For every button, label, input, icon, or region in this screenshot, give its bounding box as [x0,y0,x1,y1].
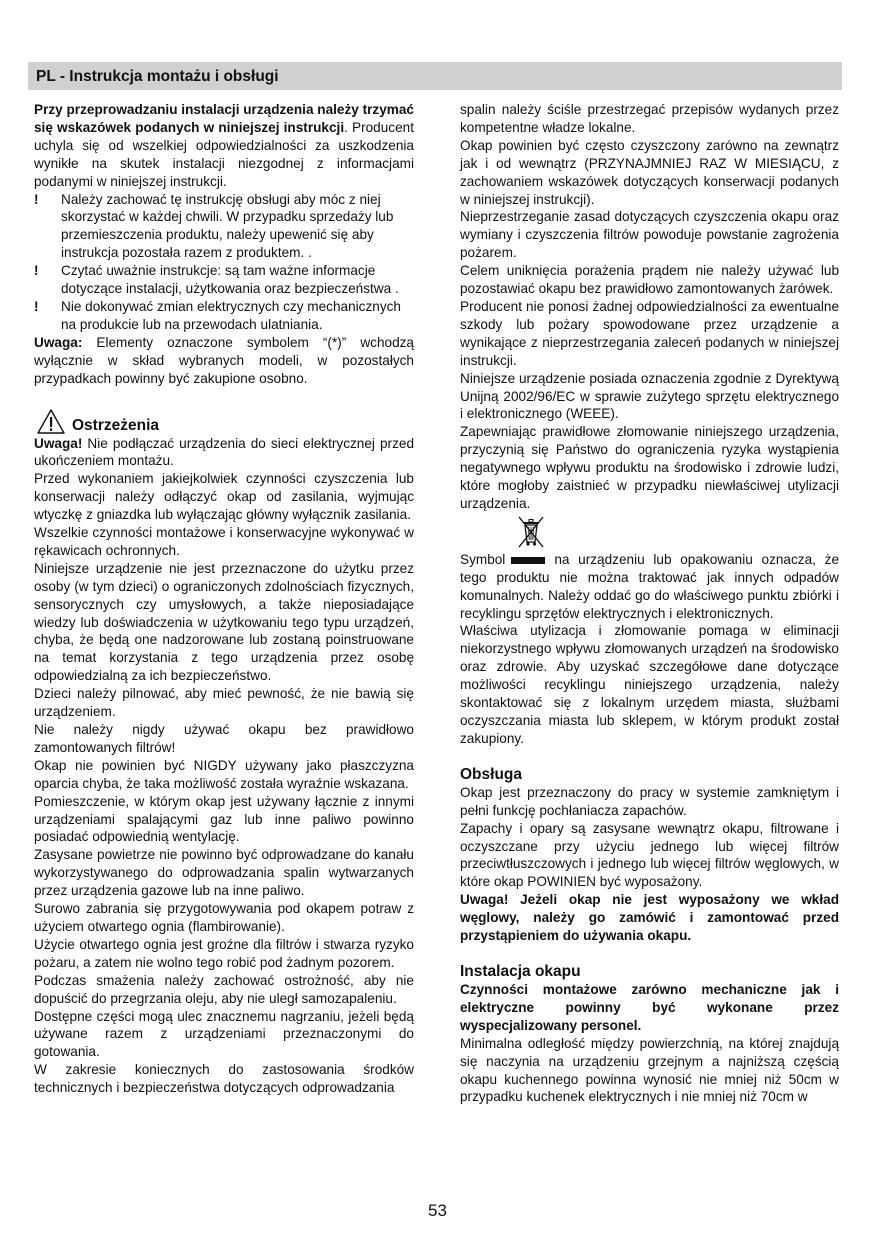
warning-paragraph [34,435,414,471]
operation-heading: Obsługa [460,765,523,783]
weee-symbol-row [460,513,839,551]
intro-paragraph [34,101,414,191]
intro-rest: . Producent uchyla się od wszelkiej odpowiedzialności za uszkodzenia wynikłe na skutek instalacji niezgodnej z informacjami podanymi w niniejszej instrukcji. [34,119,414,189]
bullet-item [34,262,414,298]
warning-bold: Uwaga! [34,435,83,451]
paragraph: Nieprzestrzeganie zasad dotyczących czyszczenia okapu oraz wymiany i czyszczenia filtrów powoduje powstanie zagrożenia pożarem. [460,209,839,261]
paragraph: spalin należy ściśle przestrzegać przepisów wydanych przez kompetentne władze lokalne. [460,102,839,135]
warnings-title: Ostrzeżenia [72,416,160,434]
operation-warning: Uwaga! Jeżeli okap nie jest wyposażony we wkład węglowy, należy go zamówić i zamontować przed przystąpieniem do używania okapu. [460,892,839,944]
note-paragraph [34,334,414,388]
warning-paragraph: Przed wykonaniem jakiejkolwiek czynności czyszczenia lub konserwacji należy odłączyć okap od zasilania, wyjmując wtyczkę z gniazdka lub wyłączając główny wyłącznik zasilania. [34,471,414,523]
warning-paragraph: Wszelkie czynności montażowe i konserwacyjne wykonywać w rękawicach ochronnych. [34,525,414,558]
note-rest: Elementy oznaczone symbolem “(*)” wchodzą wyłącznie w skład wybranych modeli, w pozostałych przypadkach powinny być zakupione osobno. [34,334,414,386]
warning-paragraph: Dostępne części mogą ulec znacznemu nagrzaniu, jeżeli będą używane razem z urządzeniami przeznaczonymi do gotowania. [34,1008,414,1060]
bullet-text: Nie dokonywać zmian elektrycznych czy mechanicznych na produkcie lub na przewodach ulatniania. [61,298,401,332]
intro-bold: Przy przeprowadzaniu instalacji urządzenia należy trzymać się wskazówek podanych w niniejszej instrukcji [34,102,414,135]
warning-paragraph: Surowo zabrania się przygotowywania pod okapem potraw z użyciem otwartego ognia (flambirowanie). [34,901,414,934]
bullet-text: Należy zachować tę instrukcję obsługi aby móc z niej skorzystać w każdej chwili. W przypadku sprzedaży lub przemieszczenia produktu, należy upewenić się aby instrukcja pozostała razem z produktem. . [61,191,394,261]
warning-paragraph: Pomieszczenie, w którym okap jest używany łącznie z innymi urządzeniami spalającymi gaz lub inne paliwo powinno posiadać odpowiednią wentylację. [34,793,414,845]
warning-paragraph: Zasysane powietrze nie powinno być odprowadzane do kanału wykorzystywanego do odprowadzania spalin wytwarzanych przez urządzenia gazowe lub na inne paliwo. [34,847,414,899]
black-bar-icon [511,557,545,564]
bullet-item [34,298,414,334]
exclamation-icon: ! [34,191,39,207]
warning-triangle-icon [36,408,66,435]
disposal-paragraph: Właściwa utylizacja i złomowanie pomaga w eliminacji niekorzystnego wpływu złomowanych urządzeń na środowisko oraz zdrowie. Aby uzyskać szczegółowe dane dotyczące możliwości recyklingu niniejszego urządzenia, należy skontaktować się z lokalnym urzędem miasta, służbami oczyszczania miasta lub sklepem, w którym produkt został zakupiony. [460,623,839,746]
symbol-paragraph [460,551,839,623]
warning-paragraph: Dzieci należy pilnować, aby mieć pewność, że nie bawią się urządzeniem. [34,686,414,720]
page-title: PL - Instrukcja montażu i obsługi [36,68,279,85]
exclamation-icon: ! [34,263,39,279]
warning-paragraph: Okap nie powinien być NIGDY używany jako płaszczyzna oparcia chyba, że taka możliwość została wyraźnie wskazana. [34,757,414,791]
symbol-word: Symbol [460,551,506,567]
bullet-item [34,191,414,263]
paragraph: Producent nie ponosi żadnej odpowiedzialności za ewentualne szkody lub pożary spowodowane przez urządzenie a wynikające z nieprzestrzegania zaleceń podanych w niniejszej instrukcji. [460,298,839,368]
symbol-rest: na urządzeniu lub opakowaniu oznacza, że tego produktu nie można traktować jak innych odpadów komunalnych. Należy oddać go do właściwego punktu zbiórki i recyklingu sprzętów elektrycznych i elektronicznych. [460,551,839,621]
warning-paragraph: Nie należy nigdy używać okapu bez prawidłowo zamontowanych filtrów! [34,722,414,755]
page-number: 53 [428,1201,447,1220]
installation-paragraph: Minimalna odległość między powierzchnią, na której znajdują się naczynia na urządzeniu grzejnym a najniższą częścią okapu kuchennego powinna wynosić nie mniej niż 50cm w przypadku kuchenek elektrycznych i nie mniej niż 70cm w [460,1035,839,1105]
exclamation-icon: ! [34,298,39,314]
right-column [460,101,839,1106]
paragraph: Niniejsze urządzenie posiada oznaczenia zgodnie z Dyrektywą Unijną 2002/96/EC w sprawie zużytego sprzętu elektrycznego i elektronicznego (WEEE). [460,370,839,422]
paragraph: Zapewniając prawidłowe złomowanie niniejszego urządzenia, przyczynią się Państwo do ograniczenia ryzyka wystąpienia negatywnego wpływu produktu na środowisko i zdrowie ludzi, które mogłoby zaistnieć w przypadku niewłaściwej utylizacji urządzenia. [460,424,839,511]
left-column [34,101,414,1097]
installation-warning: Czynności montażowe zarówno mechaniczne jak i elektryczne powinny być wykonane przez wyspecjalizowany personel. [460,981,839,1033]
note-bold: Uwaga: [34,334,83,350]
paragraph: Celem uniknięcia porażenia prądem nie należy używać lub pozostawiać okapu bez prawidłowo zamontowanych żarówek. [460,263,839,297]
crossed-bin-icon [515,515,547,549]
warnings-heading [34,406,414,435]
installation-heading: Instalacja okapu [460,962,581,980]
warning-paragraph: Podczas smażenia należy zachować ostrożność, aby nie dopuścić do przegrzania oleju, aby nie uległ samozapaleniu. [34,972,414,1006]
warning-rest: Nie podłączać urządzenia do sieci elektrycznej przed ukończeniem montażu. [34,435,414,469]
operation-paragraph: Okap jest przeznaczony do pracy w systemie zamkniętym i pełni funkcję pochłaniacza zapachów. [460,784,839,818]
bullet-text: Czytać uważnie instrukcje: są tam ważne informacje dotyczące instalacji, użytkowania oraz bezpieczeństwa . [61,263,399,297]
section-header [28,62,842,90]
warning-paragraph: Użycie otwartego ognia jest groźne dla filtrów i stwarza ryzyko pożaru, a zatem nie wolno tego robić pod żadnym pozorem. [34,936,414,970]
operation-paragraph: Zapachy i opary są zasysane wewnątrz okapu, filtrowane i oczyszczane przy użyciu jednego lub więcej filtrów przeciwtłuszczowych i jednego lub więcej filtrów węglowych, w które okap POWINIEN być wyposażony. [460,820,839,890]
warning-paragraph: W zakresie koniecznych do zastosowania środków technicznych i bezpieczeństwa dotyczących odprowadzania [34,1062,414,1096]
warning-paragraph: Niniejsze urządzenie nie jest przeznaczone do użytku przez osoby (w tym dzieci) o ograniczonych zdolnościach fizycznych, sensorycznych czy umysłowych, a także nieposiadające wiedzy lub doświadczenia w użytkowaniu tego typu urządzeń, chyba, że będą one nadzorowane lub zostaną poinstruowane na temat korzystania z tego urządzenia przez osobę odpowiedzialną za ich bezpieczeństwo. [34,560,414,684]
paragraph: Okap powinien być często czyszczony zarówno na zewnątrz jak i od wewnątrz (PRZYNAJMNIEJ RAZ W MIESIĄCU, z zachowaniem wskazówek dotyczących konserwacji podanych w niniejszej instrukcji). [460,137,839,207]
